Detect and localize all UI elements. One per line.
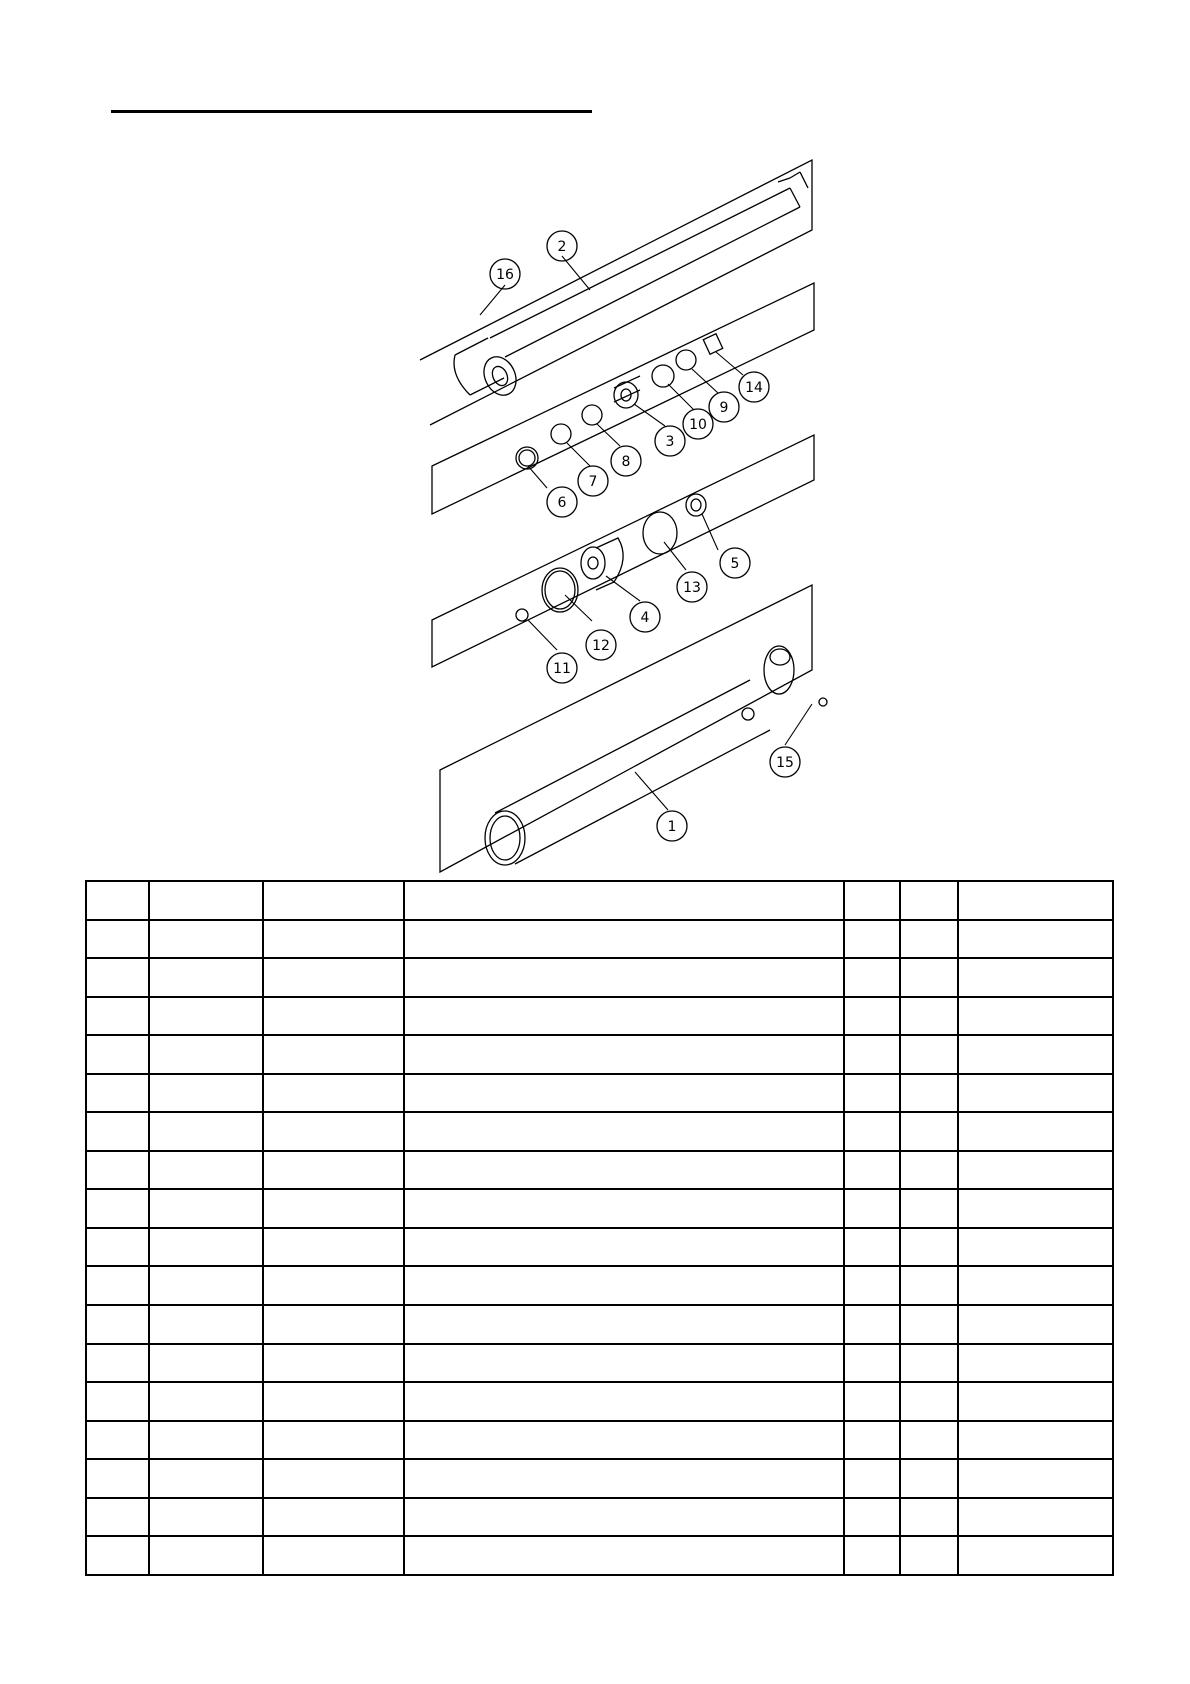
callout-15 — [770, 747, 800, 777]
table-cell — [900, 1344, 958, 1383]
table-cell — [844, 997, 900, 1036]
svg-text:10: 10 — [689, 417, 707, 433]
table-cell — [404, 1189, 844, 1228]
svg-text:1: 1 — [667, 819, 677, 835]
table-cell — [958, 1151, 1113, 1190]
table-cell — [263, 1459, 404, 1498]
svg-text:4: 4 — [640, 610, 650, 626]
svg-text:9: 9 — [719, 400, 729, 416]
table-cell — [844, 1498, 900, 1537]
parts-table-body — [86, 881, 1113, 1575]
table-row — [86, 1536, 1113, 1575]
table-cell — [900, 1151, 958, 1190]
table-cell — [86, 1228, 149, 1267]
table-cell — [900, 1421, 958, 1460]
callout-5 — [720, 548, 750, 578]
table-cell — [958, 1344, 1113, 1383]
table-cell — [844, 1151, 900, 1190]
table-cell — [86, 997, 149, 1036]
table-cell — [149, 1074, 263, 1113]
table-row — [86, 1498, 1113, 1537]
table-cell — [958, 1228, 1113, 1267]
table-cell — [404, 881, 844, 920]
table-cell — [149, 920, 263, 959]
table-cell — [149, 1112, 263, 1151]
table-cell — [844, 1305, 900, 1344]
svg-text:7: 7 — [588, 474, 598, 490]
table-cell — [86, 1382, 149, 1421]
table-cell — [404, 997, 844, 1036]
table-cell — [149, 1035, 263, 1074]
table-cell — [404, 1112, 844, 1151]
table-cell — [149, 881, 263, 920]
table-row — [86, 1228, 1113, 1267]
table-cell — [86, 920, 149, 959]
table-cell — [958, 1459, 1113, 1498]
table-cell — [404, 1421, 844, 1460]
table-cell — [844, 1266, 900, 1305]
table-cell — [404, 1536, 844, 1575]
table-cell — [958, 1112, 1113, 1151]
table-cell — [86, 1112, 149, 1151]
svg-text:5: 5 — [730, 556, 740, 572]
table-cell — [900, 1074, 958, 1113]
table-cell — [958, 1498, 1113, 1537]
table-cell — [263, 1035, 404, 1074]
table-cell — [958, 920, 1113, 959]
table-cell — [900, 1228, 958, 1267]
table-row — [86, 1421, 1113, 1460]
table-cell — [86, 1536, 149, 1575]
table-cell — [844, 920, 900, 959]
table-cell — [900, 1035, 958, 1074]
callout-3 — [655, 426, 685, 456]
table-row — [86, 1382, 1113, 1421]
callout-10 — [683, 409, 713, 439]
table-cell — [149, 1344, 263, 1383]
table-cell — [149, 1498, 263, 1537]
table-cell — [404, 1498, 844, 1537]
table-row — [86, 1305, 1113, 1344]
table-cell — [404, 958, 844, 997]
table-cell — [149, 1459, 263, 1498]
table-cell — [844, 881, 900, 920]
leader-lines — [480, 256, 812, 810]
table-cell — [900, 1459, 958, 1498]
table-cell — [404, 1151, 844, 1190]
table-cell — [404, 1228, 844, 1267]
svg-text:12: 12 — [592, 638, 610, 654]
table-cell — [844, 1228, 900, 1267]
table-cell — [149, 1189, 263, 1228]
table-cell — [900, 1498, 958, 1537]
table-cell — [86, 1421, 149, 1460]
table-cell — [149, 1305, 263, 1344]
table-cell — [900, 958, 958, 997]
callout-12 — [586, 630, 616, 660]
table-cell — [263, 1228, 404, 1267]
table-cell — [844, 1035, 900, 1074]
table-cell — [900, 1266, 958, 1305]
callout-16 — [490, 259, 520, 289]
table-row — [86, 958, 1113, 997]
table-cell — [958, 997, 1113, 1036]
table-row — [86, 1074, 1113, 1113]
table-cell — [263, 920, 404, 959]
table-cell — [404, 1266, 844, 1305]
table-row — [86, 1151, 1113, 1190]
table-cell — [86, 1151, 149, 1190]
table-cell — [149, 1266, 263, 1305]
callout-1 — [657, 811, 687, 841]
barrel-panel — [440, 585, 827, 872]
table-cell — [900, 1536, 958, 1575]
svg-text:11: 11 — [553, 661, 571, 677]
table-cell — [263, 1189, 404, 1228]
table-cell — [263, 1112, 404, 1151]
table-row — [86, 1459, 1113, 1498]
svg-text:6: 6 — [557, 495, 567, 511]
table-cell — [844, 1421, 900, 1460]
table-cell — [263, 1151, 404, 1190]
table-cell — [263, 1421, 404, 1460]
svg-text:3: 3 — [665, 434, 675, 450]
table-cell — [900, 1189, 958, 1228]
table-cell — [149, 958, 263, 997]
table-cell — [263, 881, 404, 920]
table-cell — [958, 1421, 1113, 1460]
callout-balloons — [490, 231, 800, 841]
svg-text:15: 15 — [776, 755, 794, 771]
table-cell — [958, 1074, 1113, 1113]
table-cell — [404, 920, 844, 959]
table-cell — [900, 1112, 958, 1151]
table-row — [86, 1189, 1113, 1228]
svg-text:16: 16 — [496, 267, 514, 283]
parts-table — [85, 880, 1114, 1576]
table-cell — [263, 958, 404, 997]
callout-4 — [630, 602, 660, 632]
callout-8 — [611, 446, 641, 476]
table-cell — [149, 997, 263, 1036]
table-cell — [86, 1266, 149, 1305]
table-cell — [958, 958, 1113, 997]
table-cell — [263, 997, 404, 1036]
table-cell — [86, 958, 149, 997]
table-cell — [86, 1344, 149, 1383]
svg-text:8: 8 — [621, 454, 631, 470]
table-cell — [844, 1344, 900, 1383]
table-cell — [900, 1305, 958, 1344]
table-row — [86, 1266, 1113, 1305]
table-cell — [404, 1459, 844, 1498]
table-cell — [958, 881, 1113, 920]
table-cell — [404, 1344, 844, 1383]
table-cell — [86, 881, 149, 920]
table-cell — [263, 1074, 404, 1113]
table-cell — [958, 1305, 1113, 1344]
table-cell — [86, 1035, 149, 1074]
table-row — [86, 1035, 1113, 1074]
callout-7 — [578, 466, 608, 496]
svg-text:2: 2 — [557, 239, 567, 255]
table-cell — [404, 1382, 844, 1421]
table-cell — [958, 1035, 1113, 1074]
table-cell — [263, 1344, 404, 1383]
table-cell — [149, 1228, 263, 1267]
callout-11 — [547, 653, 577, 683]
callout-13 — [677, 572, 707, 602]
table-header-row — [86, 881, 1113, 920]
gland-panel — [432, 283, 814, 514]
svg-text:14: 14 — [745, 380, 763, 396]
svg-text:13: 13 — [683, 580, 701, 596]
table-cell — [844, 1459, 900, 1498]
table-cell — [900, 920, 958, 959]
table-cell — [263, 1498, 404, 1537]
table-cell — [149, 1421, 263, 1460]
table-cell — [263, 1305, 404, 1344]
table-cell — [844, 1074, 900, 1113]
table-cell — [844, 1536, 900, 1575]
table-cell — [86, 1459, 149, 1498]
table-cell — [86, 1074, 149, 1113]
table-cell — [844, 1382, 900, 1421]
table-row — [86, 997, 1113, 1036]
table-cell — [86, 1498, 149, 1537]
table-cell — [844, 958, 900, 997]
table-cell — [263, 1266, 404, 1305]
table-cell — [149, 1536, 263, 1575]
table-cell — [404, 1074, 844, 1113]
callout-9 — [709, 392, 739, 422]
table-cell — [958, 1266, 1113, 1305]
table-row — [86, 1112, 1113, 1151]
table-cell — [149, 1151, 263, 1190]
table-cell — [86, 1189, 149, 1228]
table-cell — [149, 1382, 263, 1421]
table-cell — [958, 1189, 1113, 1228]
table-row — [86, 1344, 1113, 1383]
table-cell — [844, 1112, 900, 1151]
table-row — [86, 920, 1113, 959]
table-cell — [900, 881, 958, 920]
table-cell — [900, 1382, 958, 1421]
table-cell — [404, 1305, 844, 1344]
table-cell — [263, 1382, 404, 1421]
table-cell — [958, 1536, 1113, 1575]
table-cell — [958, 1382, 1113, 1421]
table-cell — [404, 1035, 844, 1074]
callout-6 — [547, 487, 577, 517]
table-cell — [263, 1536, 404, 1575]
table-cell — [900, 997, 958, 1036]
table-cell — [86, 1305, 149, 1344]
table-cell — [844, 1189, 900, 1228]
callout-14 — [739, 372, 769, 402]
